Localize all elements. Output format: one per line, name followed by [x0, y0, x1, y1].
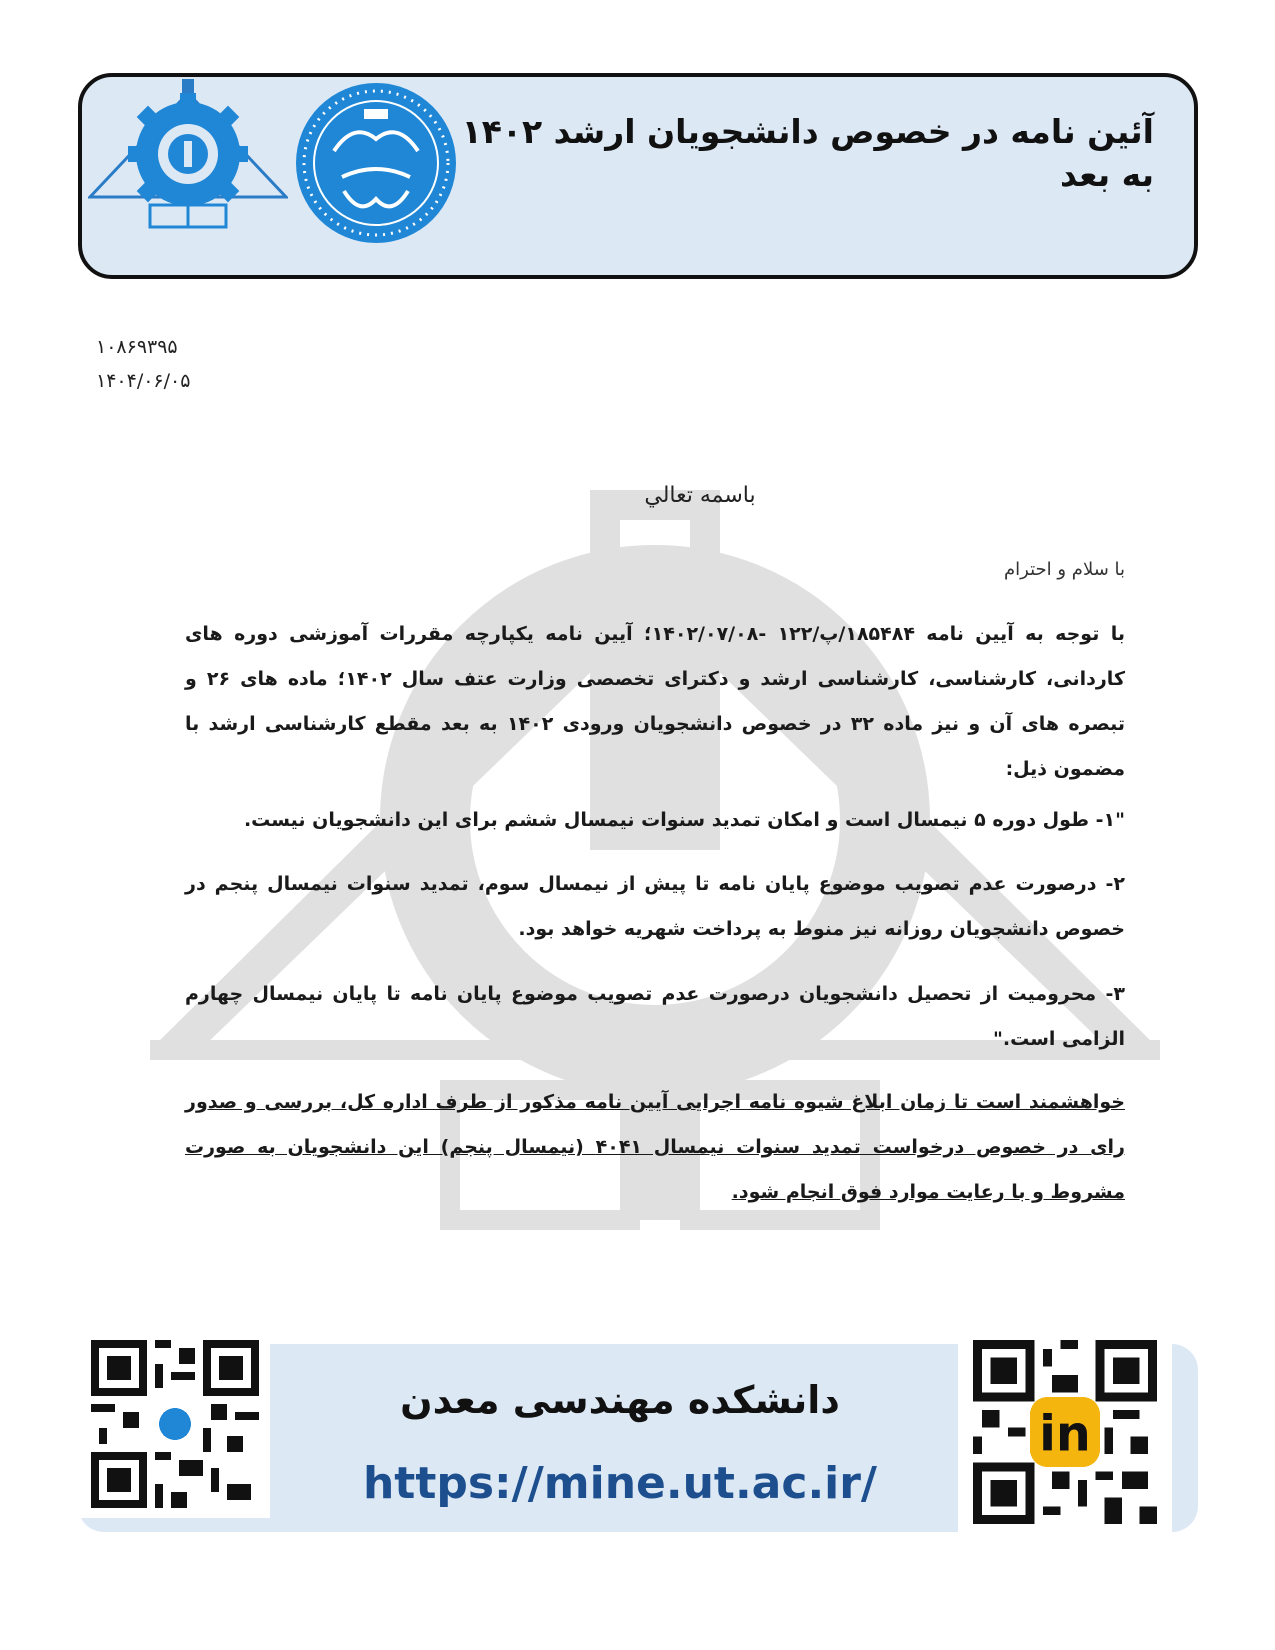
website-qr-code[interactable] [90, 1340, 260, 1508]
intro-paragraph: با توجه به آیین نامه ۱۸۵۴۸۴/پ/۱۲۲ -۱۴۰۲/۰۷/۰۸؛ آیین نامه یکپارچه مقررات آموزشی دوره های کاردانی، کارشناسی، کارشناسی ارشد و دکترای تخصصی وزارت عتف سال ۱۴۰۲؛ ماده های ۲۶ و تبصره های آن و نیز ماده ۳۲ در خصوص دانشجویان ورودی ۱۴۰۲ به بعد مقطع کارشناسی ارشد با مضمون ذیل: [185, 623, 1126, 780]
header-banner [78, 73, 1198, 279]
invocation-text: باسمه تعالي [644, 483, 756, 508]
clause-3: ۳- محرومیت از تحصیل دانشجویان درصورت عدم تصویب موضوع پایان نامه تا پایان نیمسال چهارم الزامی است." [185, 983, 1125, 1050]
letter-number: ۱۰۸۶۹۳۹۵ [96, 336, 178, 358]
page-title: آئین نامه در خصوص دانشجویان ارشد ۱۴۰۲ به بعد [461, 112, 1154, 194]
website-link[interactable]: https://mine.ut.ac.ir/ [362, 1458, 878, 1509]
engineering-faculty-logo [88, 79, 288, 239]
salutation-text: با سلام و احترام [1004, 559, 1125, 580]
request-paragraph: خواهشمند است تا زمان ابلاغ شیوه نامه اجرایی آیین نامه مذکور از طرف اداره کل، بررسی و صدور رای در خصوص درخواست تمدید سنوات نیمسال ۴۰۴۱ (نیمسال پنجم) این دانشجویان به صورت مشروط و با رعایت موارد فوق انجام شود. [185, 1091, 1125, 1203]
clause-1: "۱- طول دوره ۵ نیمسال است و امکان تمدید سنوات نیمسال ششم برای این دانشجویان نیست. [243, 809, 1125, 831]
clause-2: ۲- درصورت عدم تصویب موضوع پایان نامه تا پیش از نیمسال سوم، تمدید سنوات نیمسال پنجم در خصوص دانشجویان روزانه نیز منوط به پرداخت شهریه خواهد بود. [185, 873, 1125, 940]
faculty-name: دانشکده مهندسی معدن [400, 1378, 840, 1422]
linkedin-icon: in [1039, 1404, 1091, 1463]
letter-date: ۱۴۰۴/۰۶/۰۵ [96, 370, 191, 392]
linkedin-qr-code[interactable] [970, 1340, 1160, 1524]
